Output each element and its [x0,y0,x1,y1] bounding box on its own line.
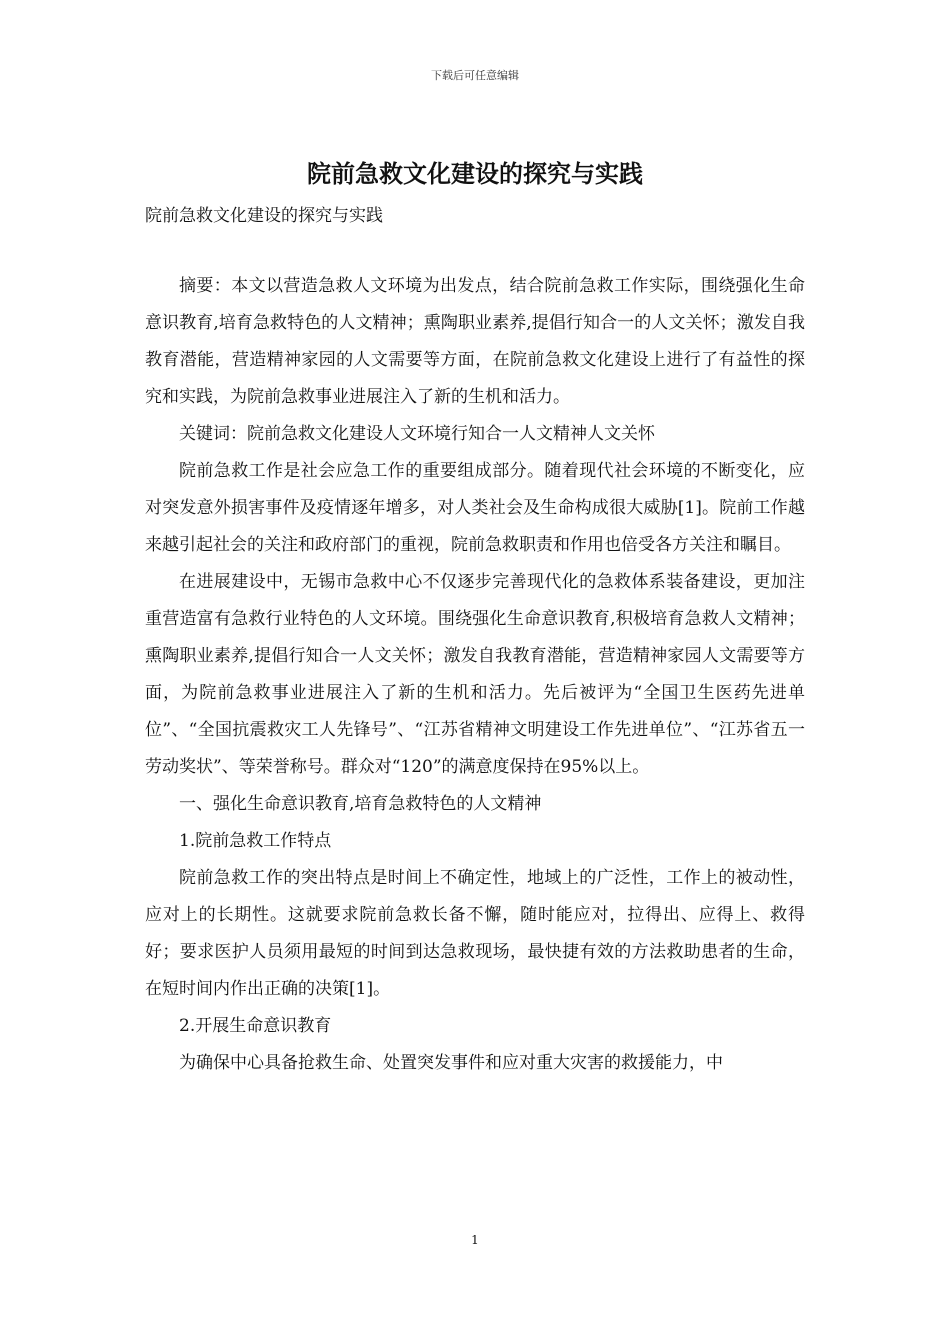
section-heading: 一、强化生命意识教育,培育急救特色的人文精神 [179,794,542,814]
subsection-heading: 1.院前急救工作特点 [179,831,332,851]
keywords-paragraph: 关键词：院前急救文化建设人文环境行知合一人文精神人文关怀 [179,424,655,444]
subsection-heading: 2.开展生命意识教育 [179,1016,332,1036]
features-paragraph: 院前急救工作的突出特点是时间上不确定性，地域上的广泛性，工作上的被动性，应对上的长期性。这就要求院前急救长备不懈，随时能应对，拉得出、应得上、救得好；要求医护人员须用最短的时间到达急救现场，最快捷有效的方法救助患者的生命，在短时间内作出正确的决策[1]。 [145,868,805,999]
education-paragraph: 为确保中心具备抢救生命、处置突发事件和应对重大灾害的救援能力，中 [179,1053,723,1073]
document-title: 院前急救文化建设的探究与实践 [307,159,643,188]
body-text [145,268,805,1082]
page-number: 1 [471,1233,479,1247]
development-paragraph: 在进展建设中，无锡市急救中心不仅逐步完善现代化的急救体系装备建设，更加注重营造富有急救行业特色的人文环境。围绕强化生命意识教育,积极培育急救人文精神；熏陶职业素养,提倡行知合一人文关怀；激发自我教育潜能，营造精神家园人文需要等方面，为院前急救事业进展注入了新的生机和活力。先后被评为“全国卫生医药先进单位”、“全国抗震救灾工人先锋号”、“江苏省精神文明建设工作先进单位”、“江苏省五一劳动奖状”、等荣誉称号。群众对“120”的满意度保持在95%以上。 [145,572,805,777]
document-subtitle: 院前急救文化建设的探究与实践 [145,206,383,226]
intro-paragraph: 院前急救工作是社会应急工作的重要组成部分。随着现代社会环境的不断变化，应对突发意外损害事件及疫情逐年增多，对人类社会及生命构成很大威胁[1]。院前工作越来越引起社会的关注和政府部门的重视，院前急救职责和作用也倍受各方关注和瞩目。 [145,461,805,555]
abstract-paragraph: 摘要：本文以营造急救人文环境为出发点，结合院前急救工作实际，围绕强化生命意识教育,培育急救特色的人文精神；熏陶职业素养,提倡行知合一的人文关怀；激发自我教育潜能，营造精神家园的人文需要等方面，在院前急救文化建设上进行了有益性的探究和实践，为院前急救事业进展注入了新的生机和活力。 [145,276,805,407]
header-note: 下载后可任意编辑 [431,69,519,82]
